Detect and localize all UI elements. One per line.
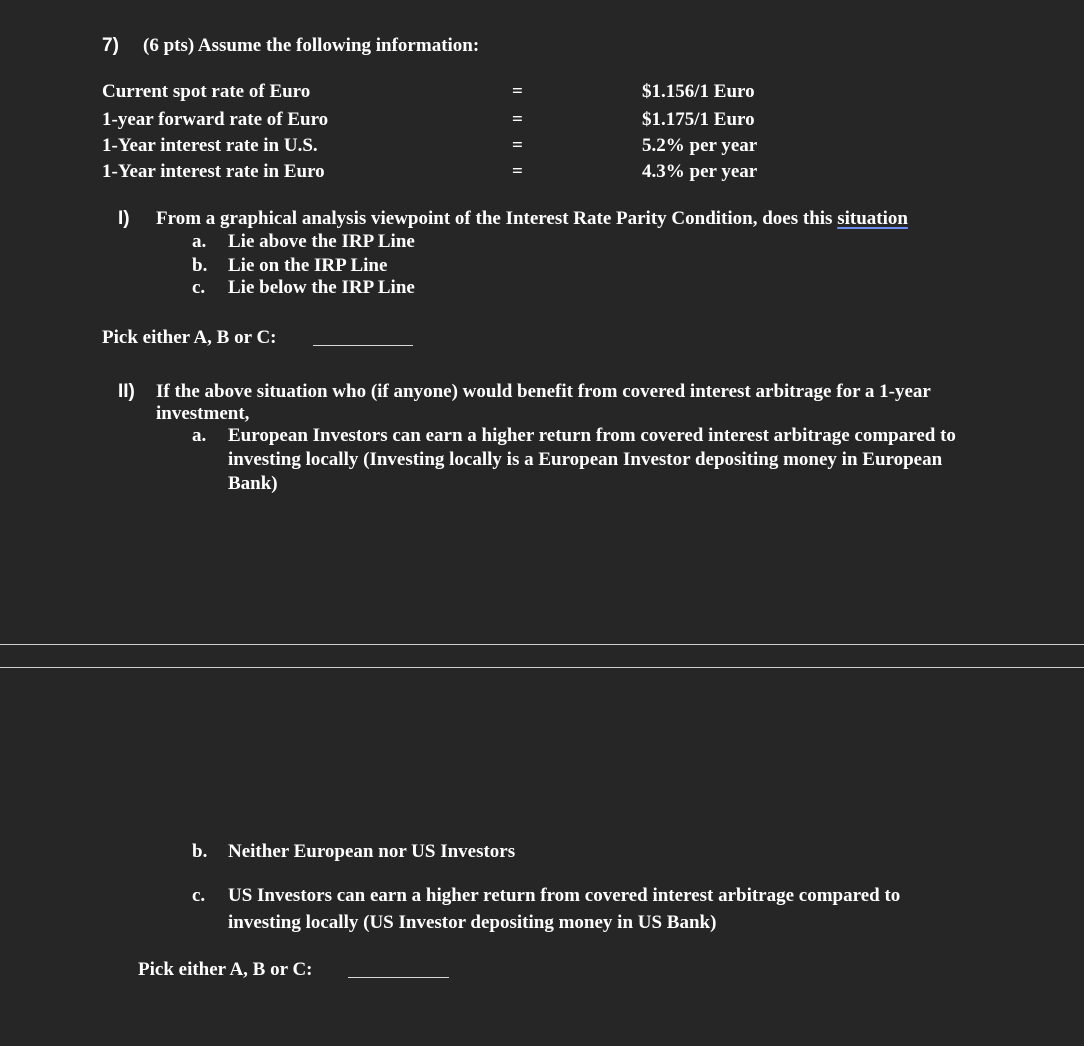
option-a-line1: European Investors can earn a higher return from covered interest arbitrage compared to	[228, 425, 956, 446]
option-c-line1: US Investors can earn a higher return from covered interest arbitrage compared to	[228, 885, 901, 906]
part1-pick-label: Pick either A, B or C:	[102, 327, 277, 348]
info-value: 4.3% per year	[642, 161, 758, 182]
option-a-line2: investing locally (Investing locally is a European Investor depositing money in European	[228, 449, 943, 470]
option-letter: a.	[192, 425, 207, 446]
info-label: 1-Year interest rate in Euro	[102, 161, 325, 182]
info-value: $1.156/1 Euro	[642, 81, 755, 102]
info-label: 1-year forward rate of Euro	[102, 109, 329, 130]
part1-prompt-main: From a graphical analysis viewpoint of the Interest Rate Parity Condition, does this	[156, 208, 838, 229]
part2-numeral: II)	[118, 381, 135, 402]
option-a-line3: Bank)	[228, 473, 278, 494]
part2-pick-label: Pick either A, B or C:	[138, 959, 313, 980]
question-number: 7)	[102, 35, 119, 56]
part1-numeral: I)	[118, 208, 130, 229]
info-label: Current spot rate of Euro	[102, 81, 311, 102]
option-letter: b.	[192, 255, 208, 276]
info-value: 5.2% per year	[642, 135, 758, 156]
part1-answer-blank[interactable]	[313, 345, 413, 346]
info-label: 1-Year interest rate in U.S.	[102, 135, 318, 156]
option-b-text: Neither European nor US Investors	[228, 841, 516, 862]
option-letter: c.	[192, 885, 206, 906]
info-equals: =	[512, 109, 523, 130]
option-c-line2: investing locally (US Investor depositing money in US Bank)	[228, 912, 717, 933]
info-equals: =	[512, 135, 523, 156]
option-text: Lie below the IRP Line	[228, 277, 415, 298]
question-header: (6 pts) Assume the following information:	[143, 35, 480, 56]
option-text: Lie on the IRP Line	[228, 255, 388, 276]
option-letter: b.	[192, 841, 208, 862]
part1-prompt-underlined: situation	[837, 208, 908, 229]
part2-prompt-line2: investment,	[156, 403, 250, 424]
page-divider-bottom	[0, 667, 1084, 668]
info-equals: =	[512, 81, 523, 102]
part1-prompt	[156, 208, 908, 230]
page-divider-top	[0, 644, 1084, 645]
info-value: $1.175/1 Euro	[642, 109, 755, 130]
option-letter: c.	[192, 277, 206, 298]
option-text: Lie above the IRP Line	[228, 231, 415, 252]
option-letter: a.	[192, 231, 207, 252]
part2-prompt-line1: If the above situation who (if anyone) would benefit from covered interest arbitrage for a 1-year	[156, 381, 931, 402]
part2-answer-blank[interactable]	[348, 977, 449, 978]
info-equals: =	[512, 161, 523, 182]
